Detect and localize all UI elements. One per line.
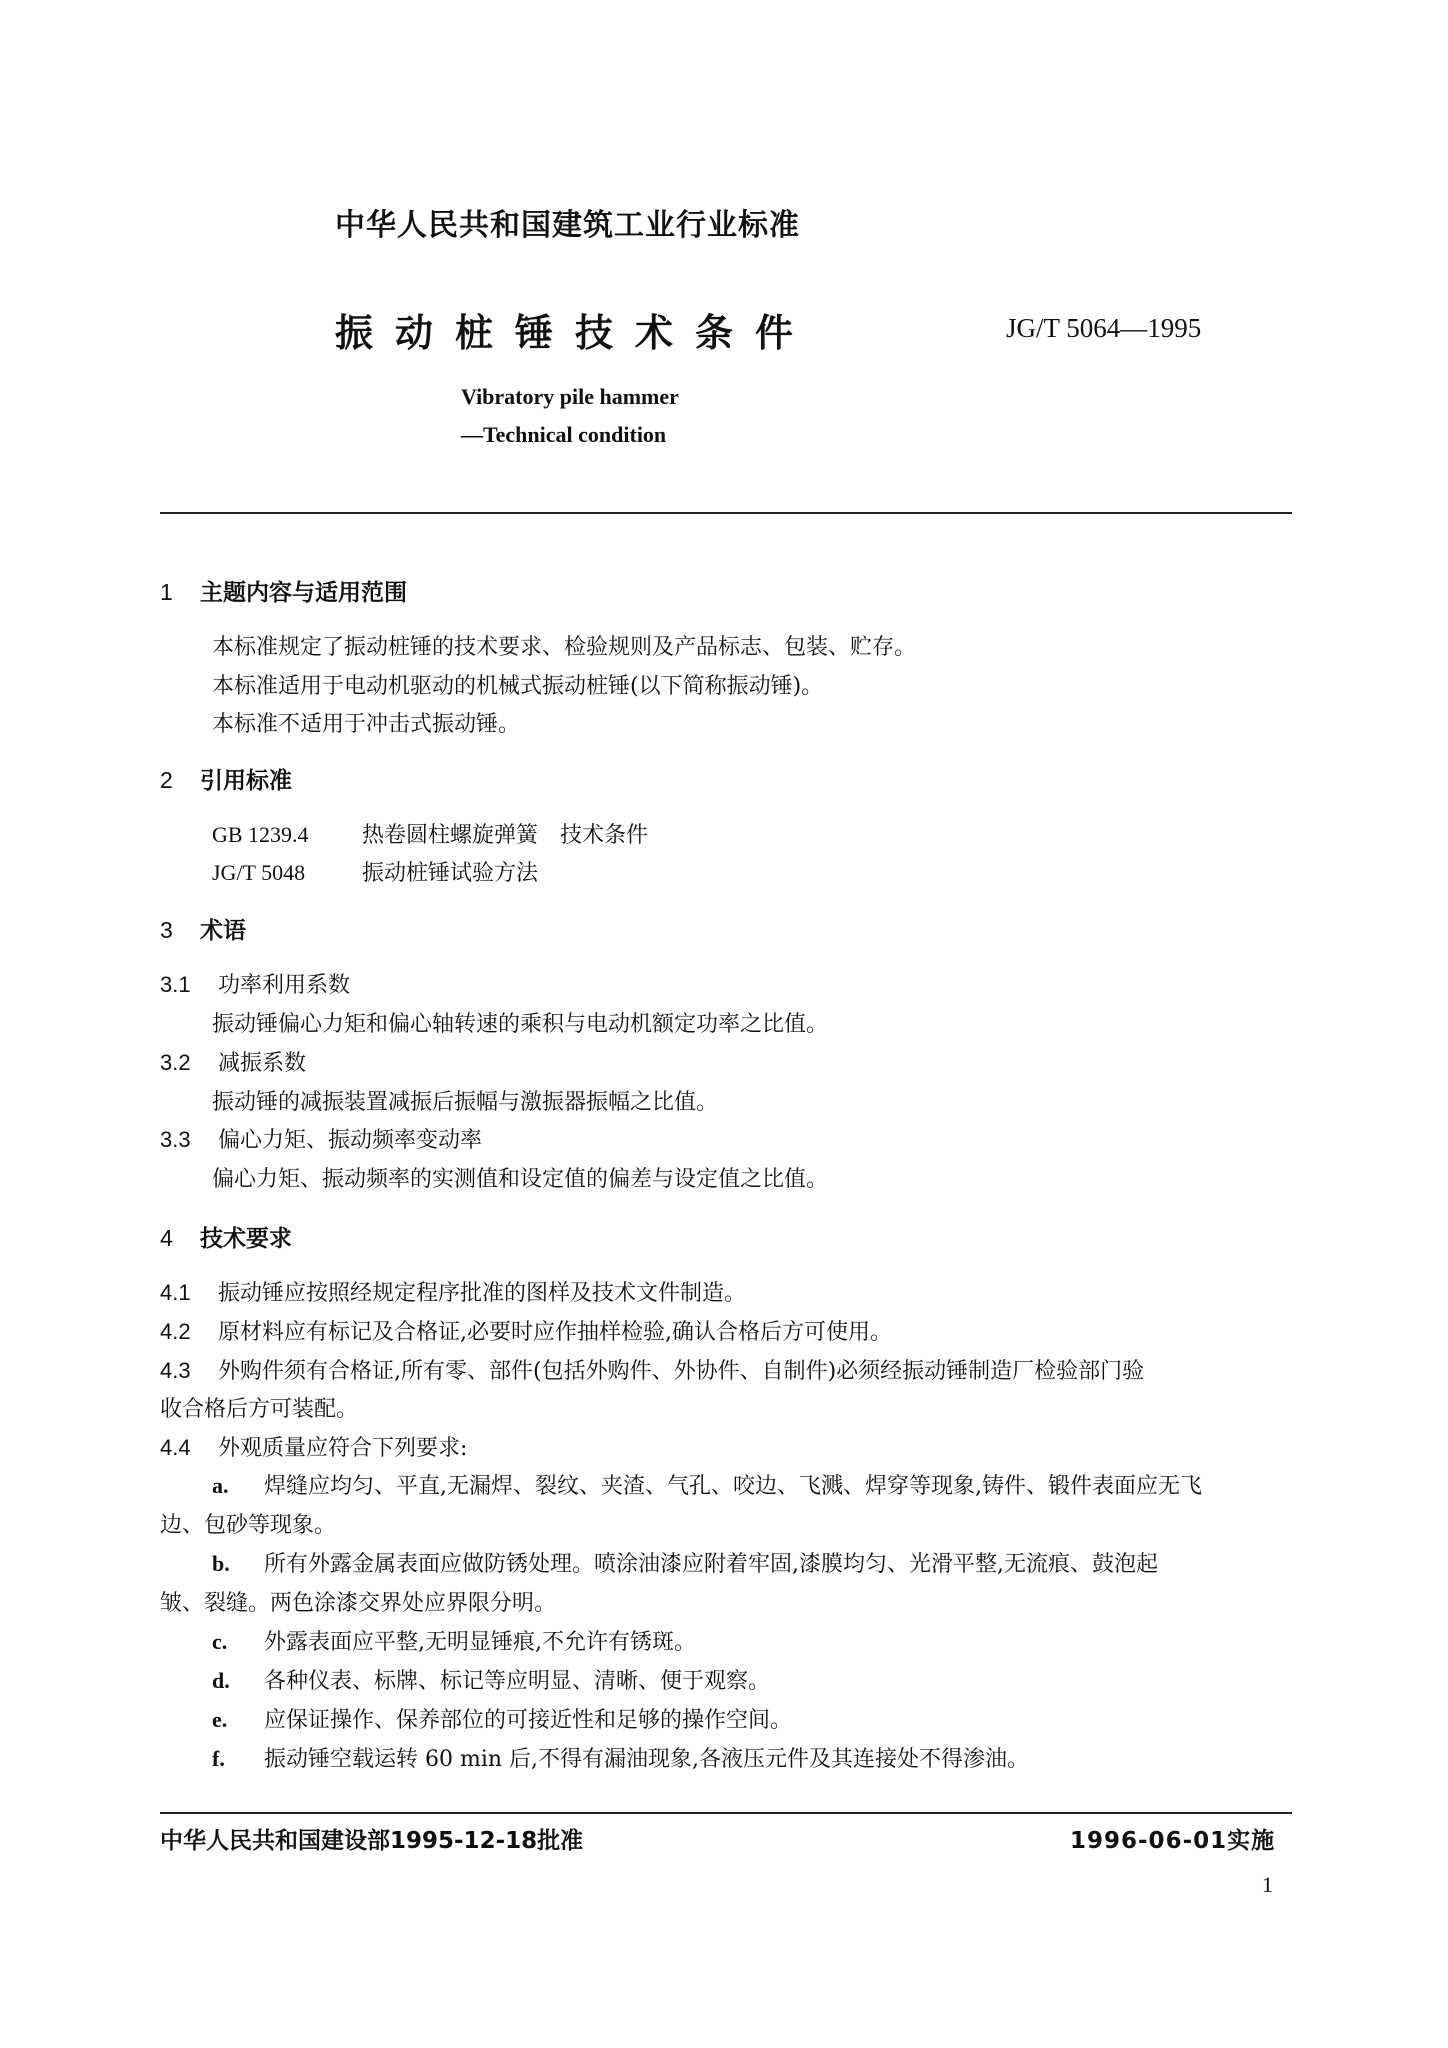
list-item-continued: 边、包砂等现象。 [160, 1513, 337, 1538]
term-definition: 振动锤偏心力矩和偏心轴转速的乘积与电动机额定功率之比值。 [212, 1012, 829, 1037]
standard-organization: 中华人民共和国建筑工业行业标准 [335, 208, 800, 243]
section-2-heading [160, 762, 292, 795]
footer-divider [160, 1812, 1292, 1814]
clause-text: 原材料应有标记及合格证,必要时应作抽样检验,确认合格后方可使用。 [218, 1320, 892, 1345]
term-heading [160, 968, 350, 999]
document-title: 振动桩锤技术条件 [335, 311, 816, 355]
item-letter: f. [212, 1746, 225, 1771]
section-title: 术语 [200, 918, 246, 944]
clause-text: 振动锤应按照经规定程序批准的图样及技术文件制造。 [218, 1281, 747, 1306]
english-title-line2: —Technical condition [461, 422, 667, 447]
term-heading [160, 1046, 306, 1077]
clause-4-3-continued: 收合格后方可装配。 [160, 1397, 359, 1422]
reference-code: JG/T 5048 [212, 860, 306, 885]
item-letter: a. [212, 1473, 229, 1498]
list-item-continued: 皱、裂缝。两色涂漆交界处应界限分明。 [160, 1591, 557, 1616]
clause-4-2 [160, 1315, 892, 1346]
item-letter: d. [212, 1668, 230, 1693]
clause-number: 3.1 [160, 972, 191, 997]
section-number: 1 [160, 579, 173, 605]
clause-4-1 [160, 1276, 746, 1307]
english-title-line1: Vibratory pile hammer [461, 384, 679, 409]
item-text: 所有外露金属表面应做防锈处理。喷涂油漆应附着牢固,漆膜均匀、光滑平整,无流痕、鼓泡起 [264, 1552, 1158, 1577]
section-1-paragraph: 本标准不适用于冲击式振动锤。 [212, 712, 521, 737]
section-1-heading [160, 574, 407, 607]
item-letter: b. [212, 1551, 230, 1576]
clause-text: 外观质量应符合下列要求: [218, 1436, 468, 1461]
reference-standard [212, 818, 648, 849]
section-3-heading [160, 912, 246, 945]
page-number: 1 [1262, 1872, 1273, 1897]
clause-4-4 [160, 1431, 467, 1462]
list-item [212, 1625, 696, 1656]
reference-standard [212, 856, 538, 887]
section-title: 引用标准 [200, 768, 292, 794]
section-1-paragraph: 本标准规定了振动桩锤的技术要求、检验规则及产品标志、包装、贮存。 [212, 635, 917, 660]
item-text: 应保证操作、保养部位的可接近性和足够的操作空间。 [264, 1708, 793, 1733]
term-definition: 偏心力矩、振动频率的实测值和设定值的偏差与设定值之比值。 [212, 1167, 829, 1192]
item-text: 各种仪表、标牌、标记等应明显、清晰、便于观察。 [264, 1669, 771, 1694]
list-item [212, 1547, 1158, 1578]
clause-4-3 [160, 1354, 1144, 1385]
list-item [212, 1703, 792, 1734]
item-text: 振动锤空载运转 60 min 后,不得有漏油现象,各液压元件及其连接处不得渗油。 [264, 1747, 1030, 1772]
clause-number: 4.1 [160, 1280, 191, 1305]
section-number: 2 [160, 767, 173, 793]
document-code: JG/T 5064—1995 [1006, 313, 1202, 343]
item-text: 焊缝应均匀、平直,无漏焊、裂纹、夹渣、气孔、咬边、飞溅、焊穿等现象,铸件、锻件表面应无飞 [264, 1474, 1202, 1499]
clause-number: 4.3 [160, 1358, 191, 1383]
english-title [461, 378, 679, 454]
clause-text: 外购件须有合格证,所有零、部件(包括外购件、外协件、自制件)必须经振动锤制造厂检验部门验 [218, 1359, 1145, 1384]
section-number: 4 [160, 1225, 173, 1251]
section-title: 主题内容与适用范围 [200, 580, 407, 606]
section-number: 3 [160, 917, 173, 943]
list-item [212, 1469, 1202, 1500]
list-item [212, 1664, 770, 1695]
clause-number: 4.2 [160, 1319, 191, 1344]
term-name: 减振系数 [218, 1051, 307, 1076]
header-divider [160, 512, 1292, 514]
term-name: 偏心力矩、振动频率变动率 [218, 1128, 483, 1153]
term-name: 功率利用系数 [218, 973, 351, 998]
section-1-paragraph: 本标准适用于电动机驱动的机械式振动桩锤(以下简称振动锤)。 [212, 674, 824, 699]
clause-number: 3.2 [160, 1050, 191, 1075]
effective-date: 1996-06-01实施 [1070, 1828, 1276, 1854]
reference-name: 振动桩锤试验方法 [362, 861, 539, 886]
item-letter: c. [212, 1629, 228, 1654]
term-heading [160, 1123, 482, 1154]
clause-number: 3.3 [160, 1127, 191, 1152]
list-item [212, 1742, 1029, 1773]
reference-code: GB 1239.4 [212, 822, 309, 847]
section-4-heading [160, 1220, 292, 1253]
clause-number: 4.4 [160, 1435, 191, 1460]
term-definition: 振动锤的减振装置减振后振幅与激振器振幅之比值。 [212, 1090, 719, 1115]
section-title: 技术要求 [200, 1226, 292, 1252]
reference-name: 热卷圆柱螺旋弹簧 技术条件 [362, 823, 649, 848]
item-letter: e. [212, 1707, 228, 1732]
item-text: 外露表面应平整,无明显锤痕,不允许有锈斑。 [264, 1630, 696, 1655]
approval-line: 中华人民共和国建设部1995-12-18批准 [160, 1828, 584, 1854]
